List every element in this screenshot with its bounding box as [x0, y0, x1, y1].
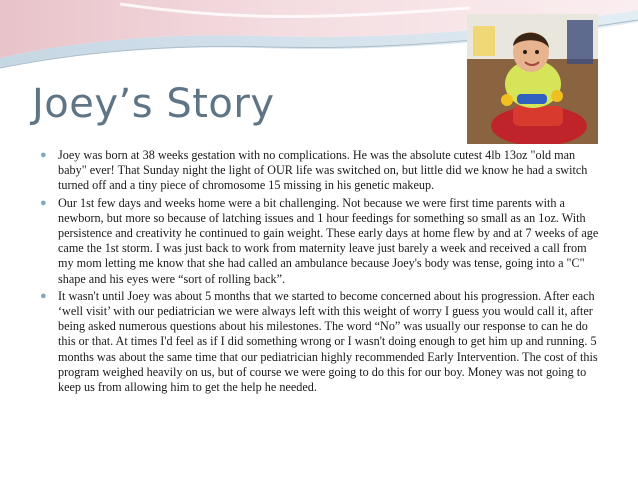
page-title: Joey’s Story — [32, 81, 275, 127]
bullet-list — [40, 148, 600, 397]
bullet-text: Our 1st few days and weeks home were a bit challenging. Not because we were first time parents with a newborn, but more so because of latching issues and 1 hour feedings for something so small as an 1oz. With persistence and creativity he continued to gain weight. These early days at home flew by and at 7 weeks of age came the 1st storm. I was just back to work from maternity leave just barely a week and received a call from my mom letting me know that she had called an ambulance because Joey's body was tense, going into a "C" shape and his eyes were “sort of rolling back”. — [58, 195, 599, 286]
bullet-item — [40, 148, 600, 194]
bullet-icon: ● — [40, 289, 47, 302]
bullet-text: Joey was born at 38 weeks gestation with no complications. He was the absolute cutest 4lb 13oz "old man baby" ever! That Sunday night the light of OUR life was switched on, but little did we know he had a switch turned off and a tiny piece of chromosome 15 missing in his genetic makeup. — [58, 148, 588, 193]
bullet-item — [40, 196, 600, 287]
bullet-icon: ● — [40, 196, 47, 209]
bullet-icon: ● — [40, 149, 47, 161]
bullet-text: It wasn't until Joey was about 5 months that we started to become concerned about his progression. After each ‘well visit’ with our pediatrician we were always left with this weight of worry I guess you would call it, after being asked numerous questions about his milestones. The word “No” was usually our response to can he do this or that. At times I'd feel as if I did something wrong or I wasn't doing enough to get him up and running. 5 months was about the same time that our pediatrician highly recommended Early Intervention. The cost of this program weighed heavily on us, but of course we were going to do this for our boy. Money was not going to keep us from allowing him to get the help he needed. — [58, 288, 598, 395]
bullet-item — [40, 289, 600, 395]
photo-illustration — [467, 14, 598, 144]
toddler-photo — [467, 14, 598, 144]
